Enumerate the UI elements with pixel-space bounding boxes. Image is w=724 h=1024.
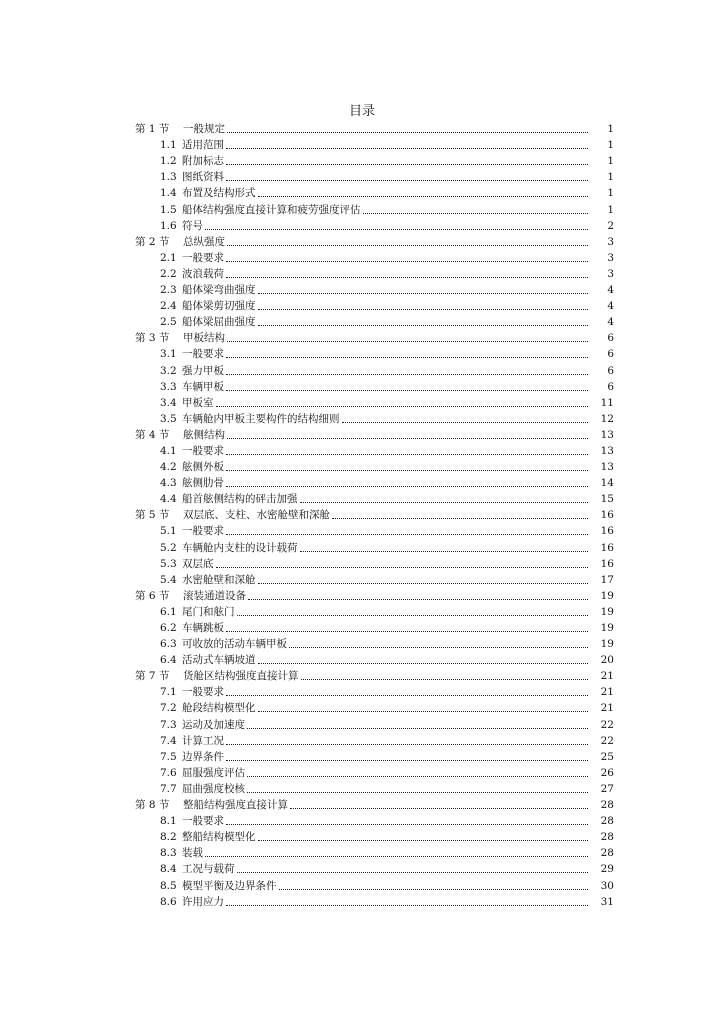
toc-dot-leader [248,599,588,600]
toc-page-number: 28 [600,799,614,812]
toc-subsection-entry[interactable] [0,764,724,780]
toc-page-number: 11 [600,396,614,409]
toc-entry-number: 3.3 [160,380,177,393]
toc-entry-number: 7.6 [160,766,177,779]
toc-subsection-entry[interactable] [0,168,724,184]
toc-entry-title: 甲板结构 [183,332,225,345]
toc-title: 目录 [348,104,375,119]
toc-dot-leader [205,856,588,857]
toc-entry-title: 舷侧肋骨 [182,477,224,490]
toc-entry-number: 8.2 [160,831,177,844]
toc-entry-title: 强力甲板 [182,364,224,377]
toc-dot-leader [258,293,589,294]
toc-dot-leader [227,341,588,342]
toc-page-number: 6 [607,348,614,361]
toc-entry-number: 4.4 [160,493,177,506]
toc-dot-leader [226,454,588,455]
toc-subsection-entry[interactable] [0,217,724,233]
toc-page-number: 27 [600,782,614,795]
toc-entry-number: 3.4 [160,396,177,409]
toc-subsection-entry[interactable] [0,378,724,394]
toc-dot-leader [363,213,589,214]
toc-subsection-entry[interactable] [0,249,724,265]
toc-dot-leader [258,840,589,841]
toc-page-number: 28 [600,815,614,828]
toc-page-number: 22 [600,718,614,731]
toc-entry-number: 2.4 [160,300,177,313]
toc-entry-title: 舷侧结构 [183,428,225,441]
toc-dot-leader [226,695,588,696]
toc-page-number: 28 [600,847,614,860]
toc-subsection-entry[interactable] [0,860,724,876]
toc-section-entry[interactable] [0,329,724,345]
toc-entry-title: 总纵强度 [183,235,225,248]
toc-dot-leader [226,470,588,471]
toc-subsection-entry[interactable] [0,555,724,571]
toc-entry-title: 车辆甲板 [182,380,224,393]
toc-subsection-entry[interactable] [0,297,724,313]
toc-entry-title: 船体梁屈曲强度 [182,316,256,329]
toc-entry-number: 4.2 [160,461,177,474]
toc-dot-leader [226,744,588,745]
toc-entry-number: 第 5 节 [135,509,170,522]
toc-entry-number: 6.1 [160,605,177,618]
toc-dot-leader [300,502,589,503]
toc-section-entry[interactable] [0,587,724,603]
toc-entry-title: 双层底 [182,557,214,570]
toc-entry-title: 一般要求 [182,686,224,699]
toc-subsection-entry[interactable] [0,844,724,860]
toc-entry-title: 符号 [182,219,203,232]
toc-subsection-entry[interactable] [0,490,724,506]
toc-page-number: 6 [607,380,614,393]
table-of-contents [0,120,724,909]
toc-entry-number: 1.2 [160,155,177,168]
toc-subsection-entry[interactable] [0,876,724,892]
toc-dot-leader [227,438,588,439]
toc-page-number: 29 [600,863,614,876]
toc-page-number: 3 [607,267,614,280]
toc-page-number: 1 [607,155,614,168]
toc-page-number: 1 [607,171,614,184]
toc-dot-leader [279,889,589,890]
toc-dot-leader [342,422,589,423]
toc-entry-title: 装载 [182,847,203,860]
toc-entry-number: 8.4 [160,863,177,876]
toc-page-number: 20 [600,654,614,667]
toc-subsection-entry[interactable] [0,651,724,667]
toc-dot-leader [226,374,588,375]
toc-dot-leader [216,406,589,407]
toc-entry-title: 一般要求 [182,251,224,264]
toc-entry-title: 一般要求 [182,525,224,538]
toc-entry-title: 车辆舱内支柱的设计载荷 [182,541,298,554]
toc-entry-title: 边界条件 [182,750,224,763]
toc-entry-number: 6.3 [160,638,177,651]
toc-entry-title: 布置及结构形式 [182,187,256,200]
toc-entry-title: 波浪载荷 [182,267,224,280]
toc-page-number: 4 [607,284,614,297]
toc-entry-title: 货舱区结构强度直接计算 [183,670,299,683]
toc-dot-leader [258,711,589,712]
toc-entry-number: 5.3 [160,557,177,570]
toc-dot-leader [226,824,588,825]
toc-entry-title: 适用范围 [182,139,224,152]
toc-dot-leader [205,229,588,230]
toc-entry-number: 1.5 [160,203,177,216]
toc-page-number: 16 [600,509,614,522]
toc-entry-number: 3.2 [160,364,177,377]
toc-entry-title: 活动式车辆坡道 [182,654,256,667]
toc-subsection-entry[interactable] [0,410,724,426]
toc-dot-leader [226,148,588,149]
toc-subsection-entry[interactable] [0,281,724,297]
toc-dot-leader [237,615,589,616]
toc-entry-title: 甲板室 [182,396,214,409]
toc-entry-title: 水密舱壁和深舱 [182,573,256,586]
toc-page-number: 21 [600,670,614,683]
toc-dot-leader [226,905,588,906]
toc-entry-title: 船首舷侧结构的砰击加强 [182,493,298,506]
toc-entry-number: 第 2 节 [135,235,170,248]
toc-dot-leader [247,776,588,777]
toc-entry-title: 可收放的活动车辆甲板 [182,638,287,651]
toc-subsection-entry[interactable] [0,458,724,474]
toc-page-number: 2 [607,219,614,232]
toc-dot-leader [247,792,588,793]
toc-dot-leader [258,309,589,310]
toc-entry-title: 一般要求 [182,815,224,828]
toc-entry-title: 舷侧外板 [182,461,224,474]
toc-entry-number: 1.1 [160,139,177,152]
toc-entry-title: 模型平衡及边界条件 [182,879,277,892]
toc-page-number: 6 [607,364,614,377]
toc-entry-number: 8.1 [160,815,177,828]
toc-entry-title: 船体梁弯曲强度 [182,284,256,297]
toc-dot-leader [226,486,588,487]
toc-page-number: 17 [600,573,614,586]
toc-entry-number: 6.2 [160,622,177,634]
toc-page-number: 16 [600,525,614,538]
toc-entry-title: 工况与载荷 [182,863,235,876]
toc-subsection-entry[interactable] [0,345,724,361]
toc-entry-number: 第 1 节 [135,123,170,136]
toc-subsection-entry[interactable] [0,265,724,281]
toc-page-number: 31 [600,895,614,908]
toc-subsection-entry[interactable] [0,619,724,635]
toc-entry-number: 第 6 节 [135,589,170,602]
toc-page-number: 22 [600,734,614,747]
toc-dot-leader [226,180,588,181]
toc-page-number: 13 [600,461,614,474]
toc-page-number: 1 [607,139,614,152]
toc-entry-title: 附加标志 [182,155,224,168]
toc-dot-leader [258,663,589,664]
toc-subsection-entry[interactable] [0,538,724,554]
toc-entry-title: 滚装通道设备 [183,589,246,602]
toc-subsection-entry[interactable] [0,152,724,168]
toc-subsection-entry[interactable] [0,748,724,764]
toc-subsection-entry[interactable] [0,683,724,699]
toc-dot-leader [216,567,589,568]
toc-entry-number: 3.5 [160,412,177,425]
toc-subsection-entry[interactable] [0,699,724,715]
toc-page-number: 16 [600,557,614,570]
toc-subsection-entry[interactable] [0,200,724,216]
toc-dot-leader [247,728,588,729]
toc-section-entry[interactable] [0,120,724,136]
toc-entry-number: 2.1 [160,251,177,264]
toc-dot-leader [258,583,589,584]
toc-dot-leader [226,760,588,761]
toc-subsection-entry[interactable] [0,313,724,329]
toc-entry-title: 一般规定 [183,123,225,136]
toc-page-number: 13 [600,444,614,457]
toc-entry-number: 1.4 [160,187,177,200]
toc-entry-number: 7.4 [160,734,177,747]
toc-entry-number: 5.4 [160,573,177,586]
toc-page-number: 1 [607,187,614,200]
toc-entry-number: 5.1 [160,525,177,538]
toc-dot-leader [226,390,588,391]
toc-page-number: 26 [600,766,614,779]
toc-dot-leader [226,164,588,165]
toc-dot-leader [290,808,588,809]
toc-dot-leader [226,534,588,535]
toc-entry-number: 6.4 [160,654,177,667]
toc-entry-number: 5.2 [160,541,177,554]
toc-entry-number: 4.1 [160,444,177,457]
toc-page-number: 4 [607,300,614,313]
toc-page-number: 28 [600,831,614,844]
toc-subsection-entry[interactable] [0,394,724,410]
toc-entry-number: 7.5 [160,750,177,763]
toc-page-number: 30 [600,879,614,892]
toc-subsection-entry[interactable] [0,893,724,909]
toc-page-number: 19 [600,622,614,634]
toc-entry-number: 3.1 [160,348,177,361]
toc-entry-number: 7.2 [160,702,177,715]
toc-subsection-entry[interactable] [0,184,724,200]
toc-entry-title: 屈曲强度校核 [182,782,245,795]
toc-page-number: 1 [607,203,614,216]
toc-entry-title: 整船结构模型化 [182,831,256,844]
toc-entry-title: 许用应力 [182,895,224,908]
toc-entry-title: 车辆跳板 [182,622,224,634]
toc-entry-number: 1.3 [160,171,177,184]
toc-page-number: 15 [600,493,614,506]
toc-subsection-entry[interactable] [0,603,724,619]
toc-subsection-entry[interactable] [0,442,724,458]
toc-page-number: 6 [607,332,614,345]
toc-entry-number: 第 7 节 [135,670,170,683]
toc-dot-leader [226,357,588,358]
toc-page-number: 19 [600,605,614,618]
toc-dot-leader [226,261,588,262]
toc-entry-number: 8.3 [160,847,177,860]
toc-page-number: 12 [600,412,614,425]
toc-page-number: 13 [600,428,614,441]
toc-page-number: 19 [600,638,614,651]
toc-dot-leader [227,132,588,133]
toc-subsection-entry[interactable] [0,474,724,490]
toc-entry-title: 一般要求 [182,348,224,361]
toc-entry-number: 8.5 [160,879,177,892]
toc-entry-number: 2.3 [160,284,177,297]
toc-dot-leader [301,679,589,680]
toc-entry-title: 船体梁剪切强度 [182,300,256,313]
toc-entry-number: 8.6 [160,895,177,908]
toc-page-number: 3 [607,235,614,248]
toc-entry-title: 舱段结构模型化 [182,702,256,715]
toc-subsection-entry[interactable] [0,780,724,796]
toc-section-entry[interactable] [0,233,724,249]
toc-dot-leader [237,872,589,873]
toc-section-entry[interactable] [0,426,724,442]
toc-dot-leader [289,647,588,648]
toc-entry-title: 屈服强度评估 [182,766,245,779]
toc-subsection-entry[interactable] [0,715,724,731]
toc-entry-title: 车辆舱内甲板主要构件的结构细则 [182,412,340,425]
toc-dot-leader [332,518,588,519]
toc-entry-title: 尾门和舷门 [182,605,235,618]
toc-entry-title: 图纸资料 [182,171,224,184]
toc-section-entry[interactable] [0,506,724,522]
toc-subsection-entry[interactable] [0,812,724,828]
toc-entry-title: 双层底、支柱、水密舱壁和深舱 [183,509,330,522]
toc-subsection-entry[interactable] [0,522,724,538]
toc-entry-number: 7.3 [160,718,177,731]
toc-section-entry[interactable] [0,796,724,812]
toc-page-number: 14 [600,477,614,490]
toc-dot-leader [227,245,588,246]
toc-entry-number: 7.1 [160,686,177,699]
toc-entry-number: 2.5 [160,316,177,329]
toc-dot-leader [300,551,589,552]
toc-dot-leader [226,277,588,278]
toc-page-number: 4 [607,316,614,329]
toc-dot-leader [226,631,588,632]
toc-entry-title: 整船结构强度直接计算 [183,799,288,812]
toc-dot-leader [258,196,589,197]
toc-subsection-entry[interactable] [0,828,724,844]
toc-entry-number: 1.6 [160,219,177,232]
toc-subsection-entry[interactable] [0,136,724,152]
toc-dot-leader [258,325,589,326]
toc-entry-number: 第 3 节 [135,332,170,345]
toc-entry-number: 第 8 节 [135,799,170,812]
toc-subsection-entry[interactable] [0,571,724,587]
toc-entry-title: 计算工况 [182,734,224,747]
toc-entry-number: 2.2 [160,267,177,280]
toc-page-number: 21 [600,686,614,699]
toc-entry-number: 第 4 节 [135,428,170,441]
toc-page-number: 19 [600,589,614,602]
toc-entry-title: 一般要求 [182,444,224,457]
toc-subsection-entry[interactable] [0,732,724,748]
toc-page-number: 21 [600,702,614,715]
toc-subsection-entry[interactable] [0,635,724,651]
toc-entry-title: 船体结构强度直接计算和疲劳强度评估 [182,203,361,216]
toc-entry-title: 运动及加速度 [182,718,245,731]
toc-section-entry[interactable] [0,667,724,683]
toc-page-number: 1 [607,123,614,136]
toc-page-number: 16 [600,541,614,554]
toc-entry-number: 4.3 [160,477,177,490]
toc-entry-number: 7.7 [160,782,177,795]
toc-subsection-entry[interactable] [0,361,724,377]
toc-page-number: 25 [600,750,614,763]
toc-page-number: 3 [607,251,614,264]
